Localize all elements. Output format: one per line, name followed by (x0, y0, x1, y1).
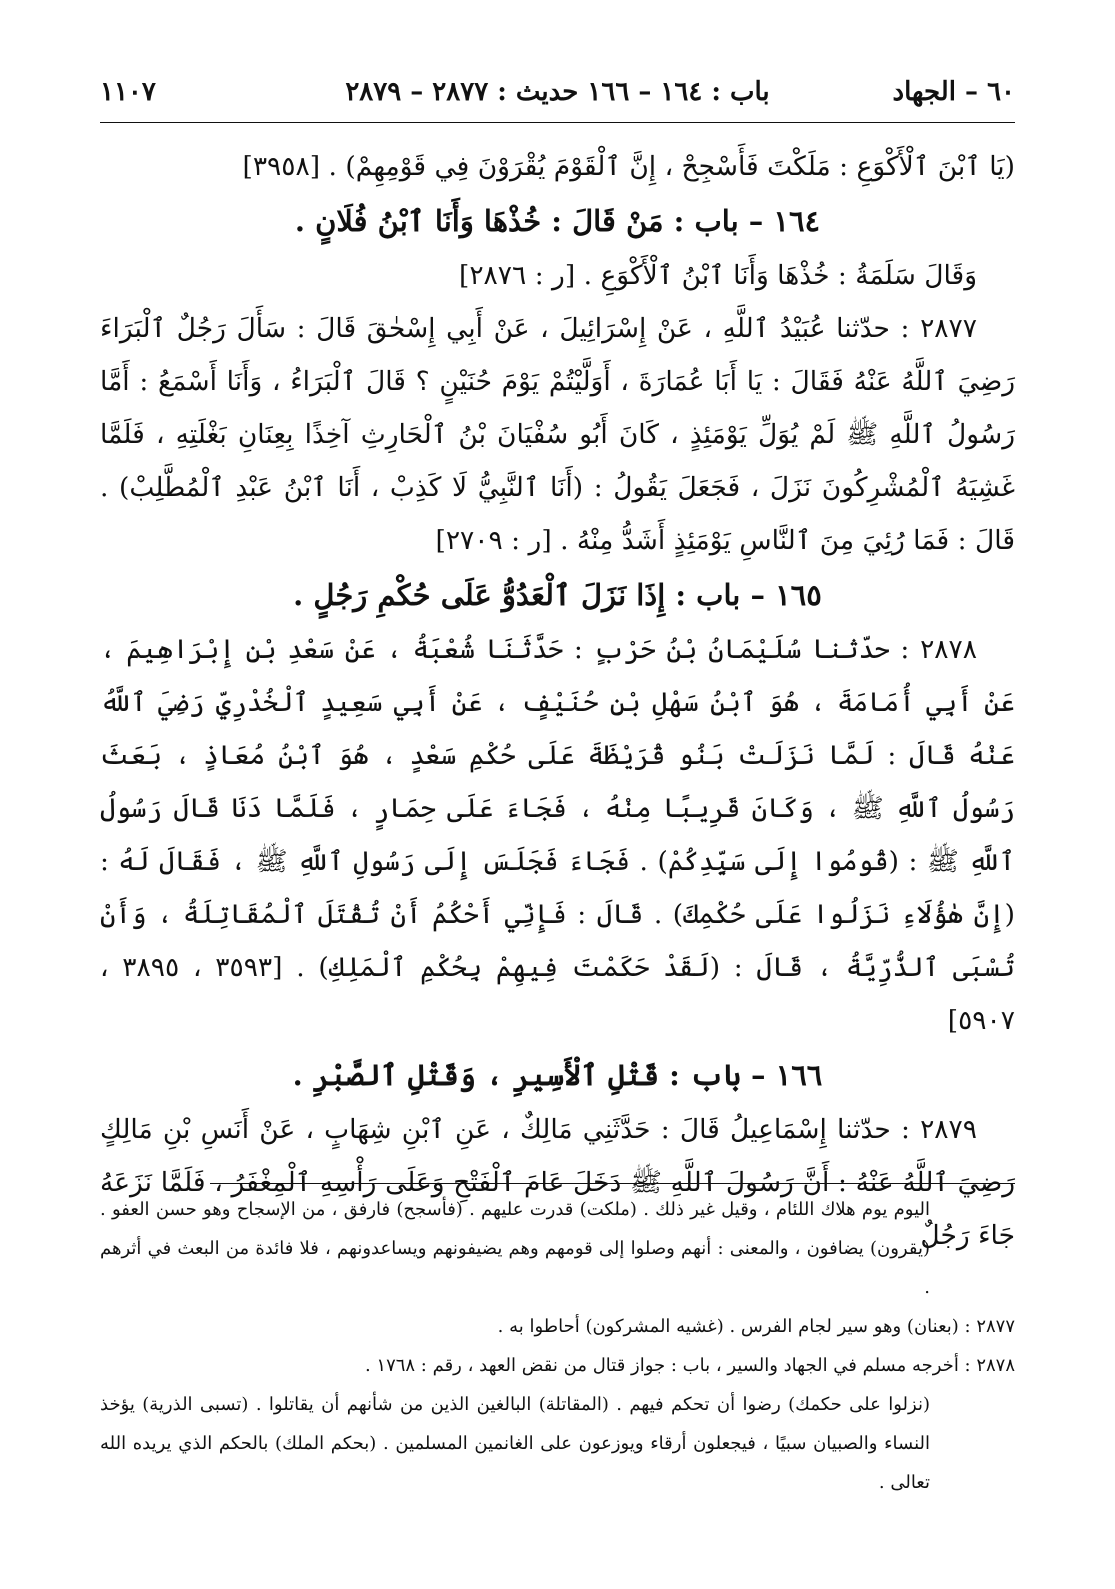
text-line: (يَا ٱبْنَ ٱلْأَكْوَعِ : مَلَكْتَ فَأَسْجِحْ ، إِنَّ ٱلْقَوْمَ يُقْرَوْنَ فِي قَوْمِهِمْ) . [٣٩٥٨] (242, 151, 1015, 182)
hadith-paragraph: ٢٨٧٨ : حدّثنا سُلَيْمَانُ بْنُ حَرْبٍ : حَدَّثَنَا شُعْبَةُ ، عَنْ سَعْدِ بْنِ إِبْرَاهِيمَ ، عَنْ أَبِي أُمَامَةَ ، هُوَ ٱبْنُ سَهْلِ بْنِ حُنَيْفٍ ، عَنْ أَبِي سَعِيدٍ ٱلْخُدْرِيِّ رَضِيَ ٱللَّهُ عَنْهُ قَالَ : لَمَّا نَزَلَتْ بَنُو قُرَيْظَةَ عَلَى حُكْمِ سَعْدٍ ، هُوَ ٱبْنُ مُعَاذٍ ، بَعَثَ رَسُولُ ٱللَّهِ ﷺ ، وَكَانَ قَرِيبًا مِنْهُ ، فَجَاءَ عَلَى حِمَارٍ ، فَلَمَّا دَنَا قَالَ رَسُولُ ٱللَّهِ ﷺ : (قُومُوا إِلَى سَيِّدِكُمْ) . فَجَاءَ فَجَلَسَ إِلَى رَسُولِ ٱللَّهِ ﷺ ، فَقَالَ لَهُ : (إِنَّ هٰؤُلَاءِ نَزَلُوا عَلَى حُكْمِكَ) . قَالَ : فَإِنِّي أَحْكُمُ أَنْ تُقْتَلَ ٱلْمُقَاتِلَةُ ، وَأَنْ تُسْبَى ٱلذُّرِّيَّةُ ، قَالَ : (لَقَدْ حَكَمْتَ فِيهِمْ بِحُكْمِ ٱلْمَلِكِ) . [٣٥٩٣ ، ٣٨٩٥ ، ٥٩٠٧] (100, 634, 1015, 1036)
text-line: وَقَالَ سَلَمَةُ : خُذْهَا وَأَنَا ٱبْنُ ٱلْأَكْوَعِ . [ر : ٢٨٧٦] (458, 260, 977, 291)
chapter-title: ٦٠ – الجهاد (892, 77, 1015, 107)
chapter-heading: ١٦٤ – باب : مَنْ قَالَ : خُذْهَا وَأَنَا ٱبْنُ فُلَانٍ . (294, 204, 821, 238)
footnote-continued: اليوم يوم هلاك اللئام ، وقيل غير ذلك . (ملكت) قدرت عليهم . (فأسجح) فارفق ، من الإسجاح وهو حسن العفو . (يقرون) يضافون ، والمعنى : أنهم وصلوا إلى قومهم وهم يضيفونهم ويساعدونهم ، فلا فائدة من البعث في أثرهم . (100, 1199, 930, 1298)
page-header (100, 72, 1015, 112)
chapter-heading: ١٦٥ – باب : إِذَا نَزَلَ ٱلْعَدُوُّ عَلَى حُكْمِ رَجُلٍ . (293, 578, 822, 612)
footnote-divider (210, 1183, 1015, 1184)
chapter-heading: ١٦٦ – باب : قَتْلِ ٱلْأَسِيرِ ، وَقَتْلِ ٱلصَّبْرِ . (292, 1058, 823, 1092)
footnotes (100, 1190, 1015, 1502)
hadith-paragraph: ٢٨٧٩ : حدّثنا إِسْمَاعِيلُ قَالَ : حَدَّثَنِي مَالِكٌ ، عَنِ ٱبْنِ شِهَابٍ ، عَنْ أَنَسِ بْنِ مَالِكٍ رَضِيَ ٱللَّهُ عَنْهُ : أَنَّ رَسُولَ ٱللَّهِ ﷺ دَخَلَ عَامَ ٱلْفَتْحِ وَعَلَى رَأْسِهِ ٱلْمِغْفَرُ ، فَلَمَّا نَزَعَهُ جَاءَ رَجُلٌ (100, 1114, 1015, 1251)
main-text (100, 140, 1015, 1262)
hadith-paragraph: ٢٨٧٧ : حدّثنا عُبَيْدُ ٱللَّهِ ، عَنْ إِسْرَائِيلَ ، عَنْ أَبِي إِسْحٰقَ قَالَ : سَأَلَ رَجُلٌ ٱلْبَرَاءَ رَضِيَ ٱللَّهُ عَنْهُ فَقَالَ : يَا أَبَا عُمَارَةَ ، أَوَلَّيْتُمْ يَوْمَ حُنَيْنٍ ؟ قَالَ ٱلْبَرَاءُ ، وَأَنَا أَسْمَعُ : أَمَّا رَسُولُ ٱللَّهِ ﷺ لَمْ يُوَلِّ يَوْمَئِذٍ ، كَانَ أَبُو سُفْيَانَ بْنُ ٱلْحَارِثِ آخِذًا بِعِنَانِ بَغْلَتِهِ ، فَلَمَّا غَشِيَهُ ٱلْمُشْرِكُونَ نَزَلَ ، فَجَعَلَ يَقُولُ : (أَنَا ٱلنَّبِيُّ لَا كَذِبْ ، أَنَا ٱبْنُ عَبْدِ ٱلْمُطَّلِبْ) . قَالَ : فَمَا رُئِيَ مِنَ ٱلنَّاسِ يَوْمَئِذٍ أَشَدُّ مِنْهُ . [ر : ٢٧٠٩] (100, 313, 1015, 556)
header-divider (100, 122, 1015, 123)
chapter-range: باب : ١٦٤ – ١٦٦ حديث : ٢٨٧٧ – ٢٨٧٩ (345, 77, 770, 107)
footnote-2878: ٢٨٧٨ : أخرجه مسلم في الجهاد والسير ، باب : جواز قتال من نقض العهد ، رقم : ١٧٦٨ . (364, 1355, 1015, 1376)
footnote-2878-continued: (نزلوا على حكمك) رضوا أن تحكم فيهم . (المقاتلة) البالغين الذين من شأنهم أن يقاتلوا . (تسبى الذرية) يؤخذ النساء والصبيان سبيًا ، فيجعلون أرقاء ويوزعون على الغانمين المسلمين . (بحكم الملك) بالحكم الذي يريده الله تعالى . (100, 1394, 930, 1493)
page-number: ١١٠٧ (100, 77, 156, 107)
footnote-2877: ٢٨٧٧ : (بعنان) وهو سير لجام الفرس . (غشيه المشركون) أحاطوا به . (497, 1316, 1015, 1337)
